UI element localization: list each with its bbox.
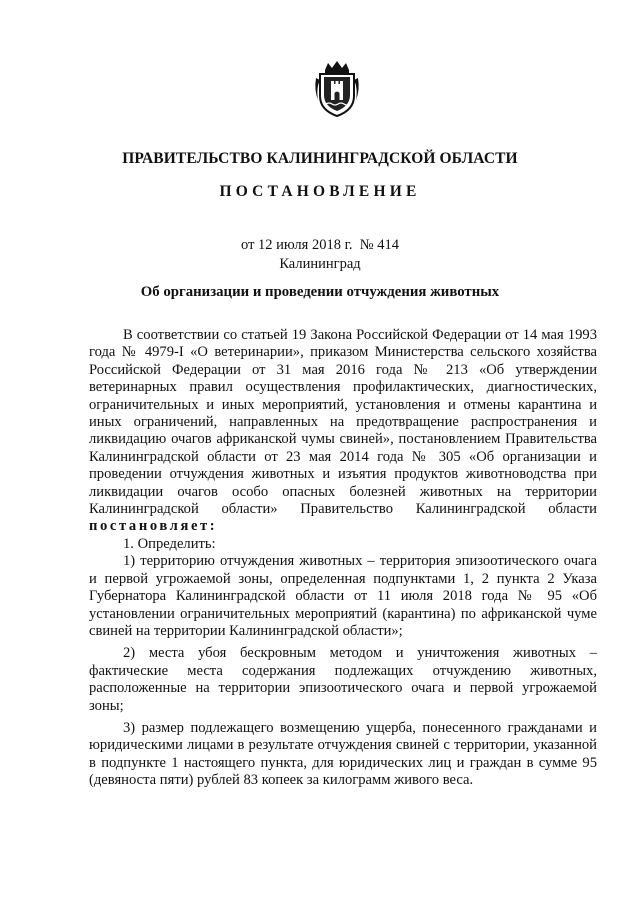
government-title: ПРАВИТЕЛЬСТВО КАЛИНИНГРАДСКОЙ ОБЛАСТИ [122, 150, 518, 167]
document-type: ПОСТАНОВЛЕНИЕ [219, 183, 421, 200]
item-1-3: 3) размер подлежащего возмещению ущерба, понесенного гражданами и юридическими лицами в результате отчуждения свиней с территории, указанной в подпункте 1 настоящего пункта, для юридических лиц и граждан в сумме 95 (девяноста пяти) рублей 83 копеек за килограмм живого веса. [89, 719, 597, 789]
decree-subject: Об организации и проведении отчуждения животных [140, 284, 500, 300]
item-1-2: 2) места убоя бескровным методом и уничтожения животных – фактические места содержания подлежащих отчуждению животных, расположенные на территории эпизоотического очага и первой угрожаемой зоны; [89, 645, 597, 714]
decree-city: Калининград [279, 256, 361, 272]
preamble-paragraph [89, 327, 597, 536]
decree-body [89, 327, 597, 790]
preamble-text: В соответствии со статьей 19 Закона Российской Федерации от 14 мая 1993 года № 4979-I «О ветеринарии», приказом Министерства сельского хозяйства Российской Федерации от 31 мая 2016 года № 213 «Об утверждении ветеринарных правил осуществления профилактических, диагностических, ограничительных и иных мероприятий, установления и отмены карантина и иных ограничений, направленных на предотвращение распространения и ликвидацию очагов африканской чумы свиней», постановлением Правительства Калининградской области от 23 мая 2014 года № 305 «Об организации и проведении отчуждения животных и изъятия продуктов животноводства при ликвидации очагов особо опасных болезней животных на территории Калининградской области» Правительство Калининградской области [89, 327, 597, 518]
coat-of-arms-icon [314, 60, 360, 118]
decree-date-number: от 12 июля 2018 г. № 414 [241, 237, 399, 253]
item-1: 1. Определить: [123, 535, 216, 552]
resolves-word: постановляет: [89, 518, 218, 535]
item-1-1: 1) территорию отчуждения животных – территория эпизоотического очага и первой угрожаемой зоны, определенная подпунктами 1, 2 пункта 2 Указа Губернатора Калининградской области от 11 июля 2018 года № 95 «Об установлении ограничительных мероприятий (карантина) по африканской чуме свиней на территории Калининградской области»; [89, 553, 597, 639]
